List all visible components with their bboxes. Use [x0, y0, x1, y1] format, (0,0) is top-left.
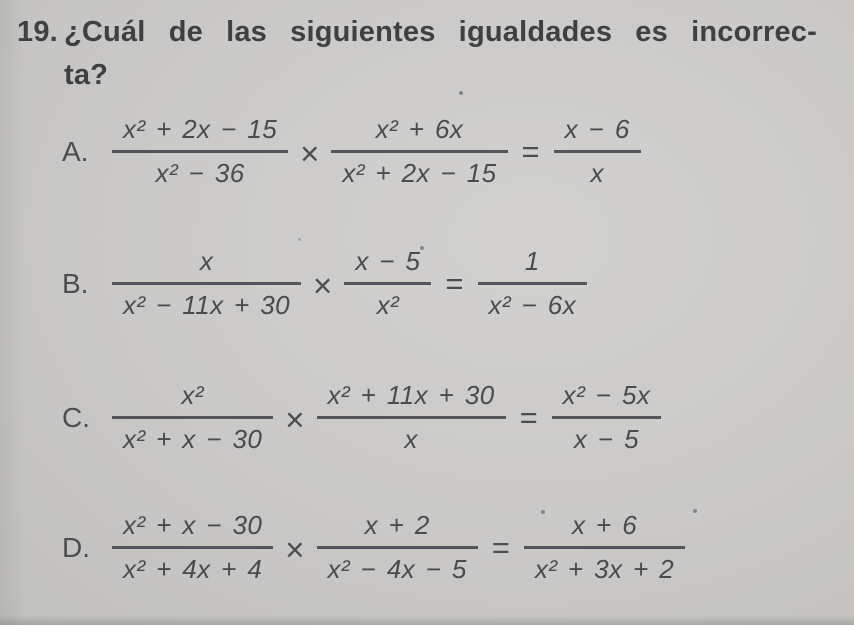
- equals-sign: =: [491, 529, 510, 565]
- multiplication-sign: ×: [300, 134, 320, 172]
- multiplication-sign: ×: [285, 530, 305, 568]
- option-label-a: A.: [62, 135, 89, 167]
- fraction-numerator: x − 6: [554, 114, 641, 153]
- multiplication-sign: ×: [313, 266, 333, 304]
- fraction-denominator: x² − 36: [155, 158, 245, 189]
- fraction-denominator: x²: [376, 290, 400, 321]
- fraction-numerator: x² + 11x + 30: [317, 380, 506, 419]
- option-row-d: [62, 510, 685, 585]
- fraction-numerator: x + 2: [317, 510, 478, 549]
- option-row-b: [62, 246, 587, 321]
- fraction-d-left: [112, 510, 273, 585]
- fraction-numerator: x + 6: [524, 510, 685, 549]
- fraction-c-middle: [317, 380, 506, 455]
- equals-sign: =: [519, 399, 538, 435]
- fraction-denominator: x² + x − 30: [123, 424, 263, 455]
- fraction-d-result: [524, 510, 685, 585]
- fraction-a-result: [554, 114, 641, 189]
- fraction-b-middle: [344, 246, 431, 321]
- option-label-b: B.: [62, 267, 89, 299]
- fraction-a-middle: [331, 114, 507, 189]
- question-text-line2: ta?: [64, 59, 109, 91]
- fraction-denominator: x² − 4x − 5: [327, 554, 467, 585]
- fraction-denominator: x² − 6x: [488, 290, 577, 321]
- equals-sign: =: [445, 265, 464, 301]
- fraction-numerator: x − 5: [344, 246, 431, 285]
- fraction-d-middle: [317, 510, 478, 585]
- fraction-numerator: x² + 6x: [331, 114, 507, 153]
- question-number: 19.: [17, 16, 58, 48]
- multiplication-sign: ×: [285, 400, 305, 438]
- fraction-numerator: x: [112, 246, 301, 285]
- fraction-numerator: x² + x − 30: [112, 510, 273, 549]
- fraction-b-left: [112, 246, 301, 321]
- scan-speck: [420, 246, 424, 250]
- question-block: [17, 11, 817, 97]
- fraction-numerator: 1: [478, 246, 588, 285]
- fraction-denominator: x² + 4x + 4: [123, 554, 263, 585]
- fraction-c-result: [552, 380, 662, 455]
- fraction-numerator: x² − 5x: [552, 380, 662, 419]
- fraction-denominator: x² − 11x + 30: [123, 290, 291, 321]
- fraction-denominator: x − 5: [573, 424, 639, 455]
- scan-speck: [541, 510, 545, 514]
- fraction-denominator: x: [590, 158, 604, 189]
- fraction-a-left: [112, 114, 288, 189]
- option-row-a: [62, 114, 641, 189]
- option-label-c: C.: [62, 401, 90, 433]
- option-label-d: D.: [62, 531, 90, 563]
- question-text-line1: ¿Cuál de las siguientes igualdades es incorrec-: [64, 16, 817, 48]
- option-row-c: [62, 380, 661, 455]
- scan-speck: [298, 238, 301, 241]
- scan-speck: [693, 509, 697, 513]
- fraction-denominator: x: [404, 424, 418, 455]
- fraction-numerator: x² + 2x − 15: [112, 114, 288, 153]
- fraction-b-result: [478, 246, 588, 321]
- fraction-denominator: x² + 3x + 2: [534, 554, 675, 585]
- fraction-c-left: [112, 380, 273, 455]
- fraction-denominator: x² + 2x − 15: [342, 158, 497, 189]
- scan-speck: [459, 91, 463, 95]
- question-text: [64, 11, 817, 97]
- fraction-numerator: x²: [112, 380, 273, 419]
- equals-sign: =: [521, 133, 540, 169]
